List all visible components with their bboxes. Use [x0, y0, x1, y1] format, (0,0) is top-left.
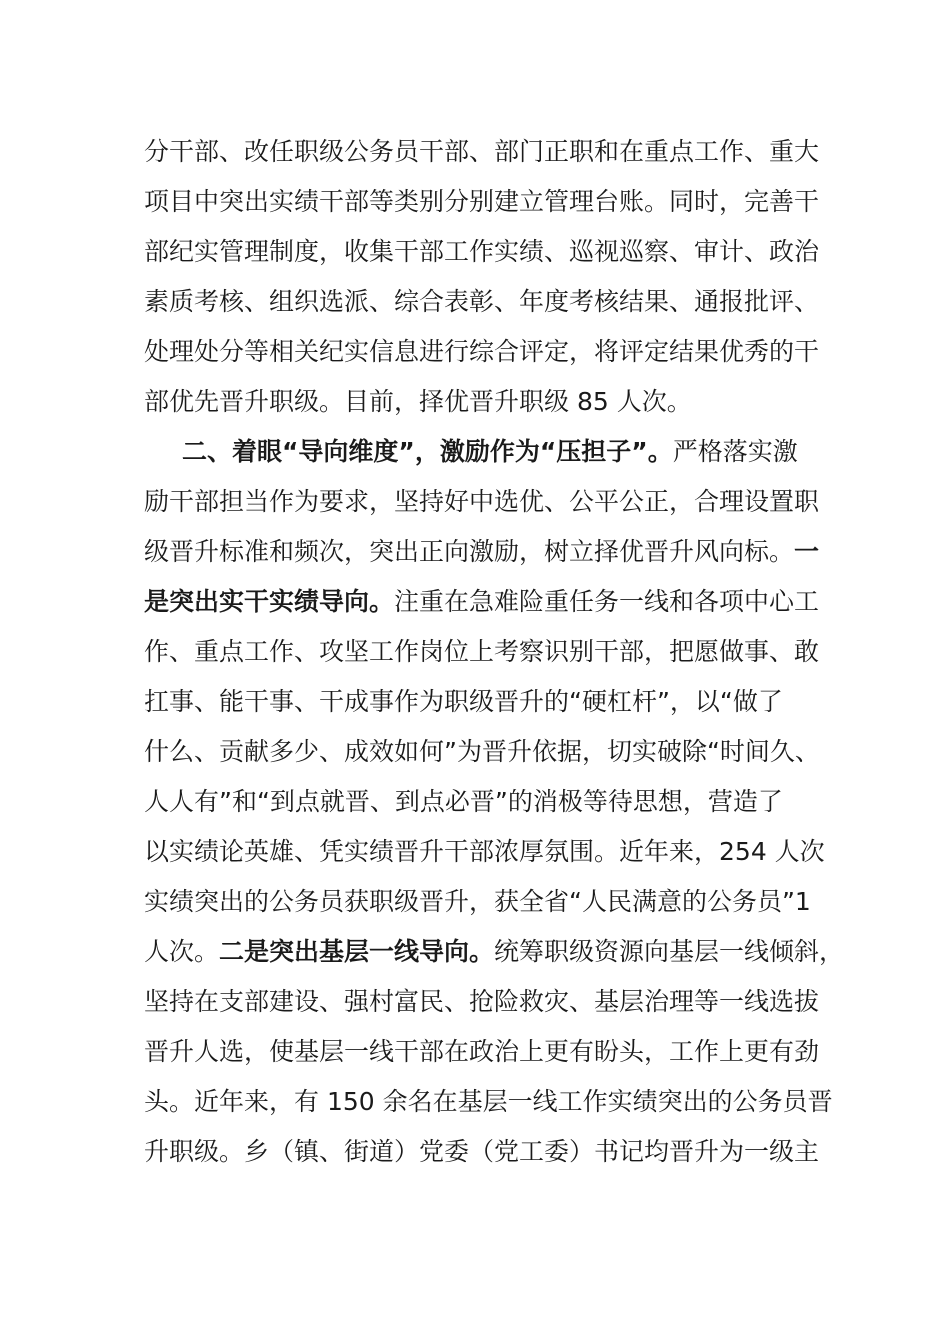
text-line: [144, 277, 820, 327]
text-run: 部纪实管理制度，收集干部工作实绩、巡视巡察、审计、政治: [144, 237, 820, 266]
text-line: [144, 177, 820, 227]
text-run: 作、重点工作、攻坚工作岗位上考察识别干部，把愿做事、敢: [144, 637, 820, 666]
bold-text-run: 一: [794, 537, 820, 566]
text-line: [144, 577, 820, 627]
text-run: 头。近年来，有 150 余名在基层一线工作实绩突出的公务员晋: [144, 1087, 833, 1116]
text-run: 分干部、改任职级公务员干部、部门正职和在重点工作、重大: [144, 137, 820, 166]
text-line: [144, 1127, 820, 1177]
bold-text-run: 二、着眼“导向维度”，激励作为“压担子”。: [182, 437, 673, 466]
text-run: 部优先晋升职级。目前，择优晋升职级 85 人次。: [144, 387, 692, 416]
text-line: [144, 777, 816, 827]
text-line: [144, 127, 820, 177]
text-run: 项目中突出实绩干部等类别分别建立管理台账。同时，完善干: [144, 187, 820, 216]
text-line: [144, 427, 816, 477]
text-run: 注重在急难险重任务一线和各项中心工: [394, 587, 820, 616]
text-line: [144, 677, 816, 727]
text-line: [144, 927, 845, 977]
text-line: [144, 727, 820, 777]
text-run: 什么、贡献多少、成效如何”为晋升依据，切实破除“时间久、: [144, 737, 820, 766]
text-run: 晋升人选，使基层一线干部在政治上更有盼头，工作上更有劲: [144, 1037, 820, 1066]
text-line: [144, 1077, 833, 1127]
text-run: 励干部担当作为要求，坚持好中选优、公平公正，合理设置职: [144, 487, 820, 516]
text-line: [144, 877, 816, 927]
text-line: [144, 227, 820, 277]
text-line: [144, 827, 825, 877]
text-run: 坚持在支部建设、强村富民、抢险救灾、基层治理等一线选拔: [144, 987, 820, 1016]
document-body: [144, 127, 845, 1177]
text-run: 实绩突出的公务员获职级晋升，获全省“人民满意的公务员”1: [144, 887, 811, 916]
text-line: [144, 327, 820, 377]
text-run: 统筹职级资源向基层一线倾斜，: [494, 937, 845, 966]
text-run: 处理处分等相关纪实信息进行综合评定，将评定结果优秀的干: [144, 337, 820, 366]
text-run: 以实绩论英雄、凭实绩晋升干部浓厚氛围。近年来，254 人次: [144, 837, 825, 866]
bold-text-run: 是突出实干实绩导向。: [144, 587, 395, 616]
text-line: [144, 627, 820, 677]
text-line: [144, 977, 820, 1027]
text-line: [144, 527, 820, 577]
text-run: 升职级。乡（镇、街道）党委（党工委）书记均晋升为一级主: [144, 1137, 820, 1166]
text-run: 人人有”和“到点就晋、到点必晋”的消极等待思想，营造了: [144, 787, 783, 816]
text-run: 人次。: [144, 937, 220, 966]
text-run: 素质考核、组织选派、综合表彰、年度考核结果、通报批评、: [144, 287, 820, 316]
bold-text-run: 二是突出基层一线导向。: [219, 937, 495, 966]
text-run: 级晋升标准和频次，突出正向激励，树立择优晋升风向标。: [144, 537, 795, 566]
text-line: [144, 1027, 820, 1077]
text-line: [144, 377, 816, 427]
text-run: 扛事、能干事、干成事作为职级晋升的“硬杠杆”，以“做了: [144, 687, 783, 716]
text-run: 严格落实激: [672, 437, 798, 466]
text-line: [144, 477, 820, 527]
